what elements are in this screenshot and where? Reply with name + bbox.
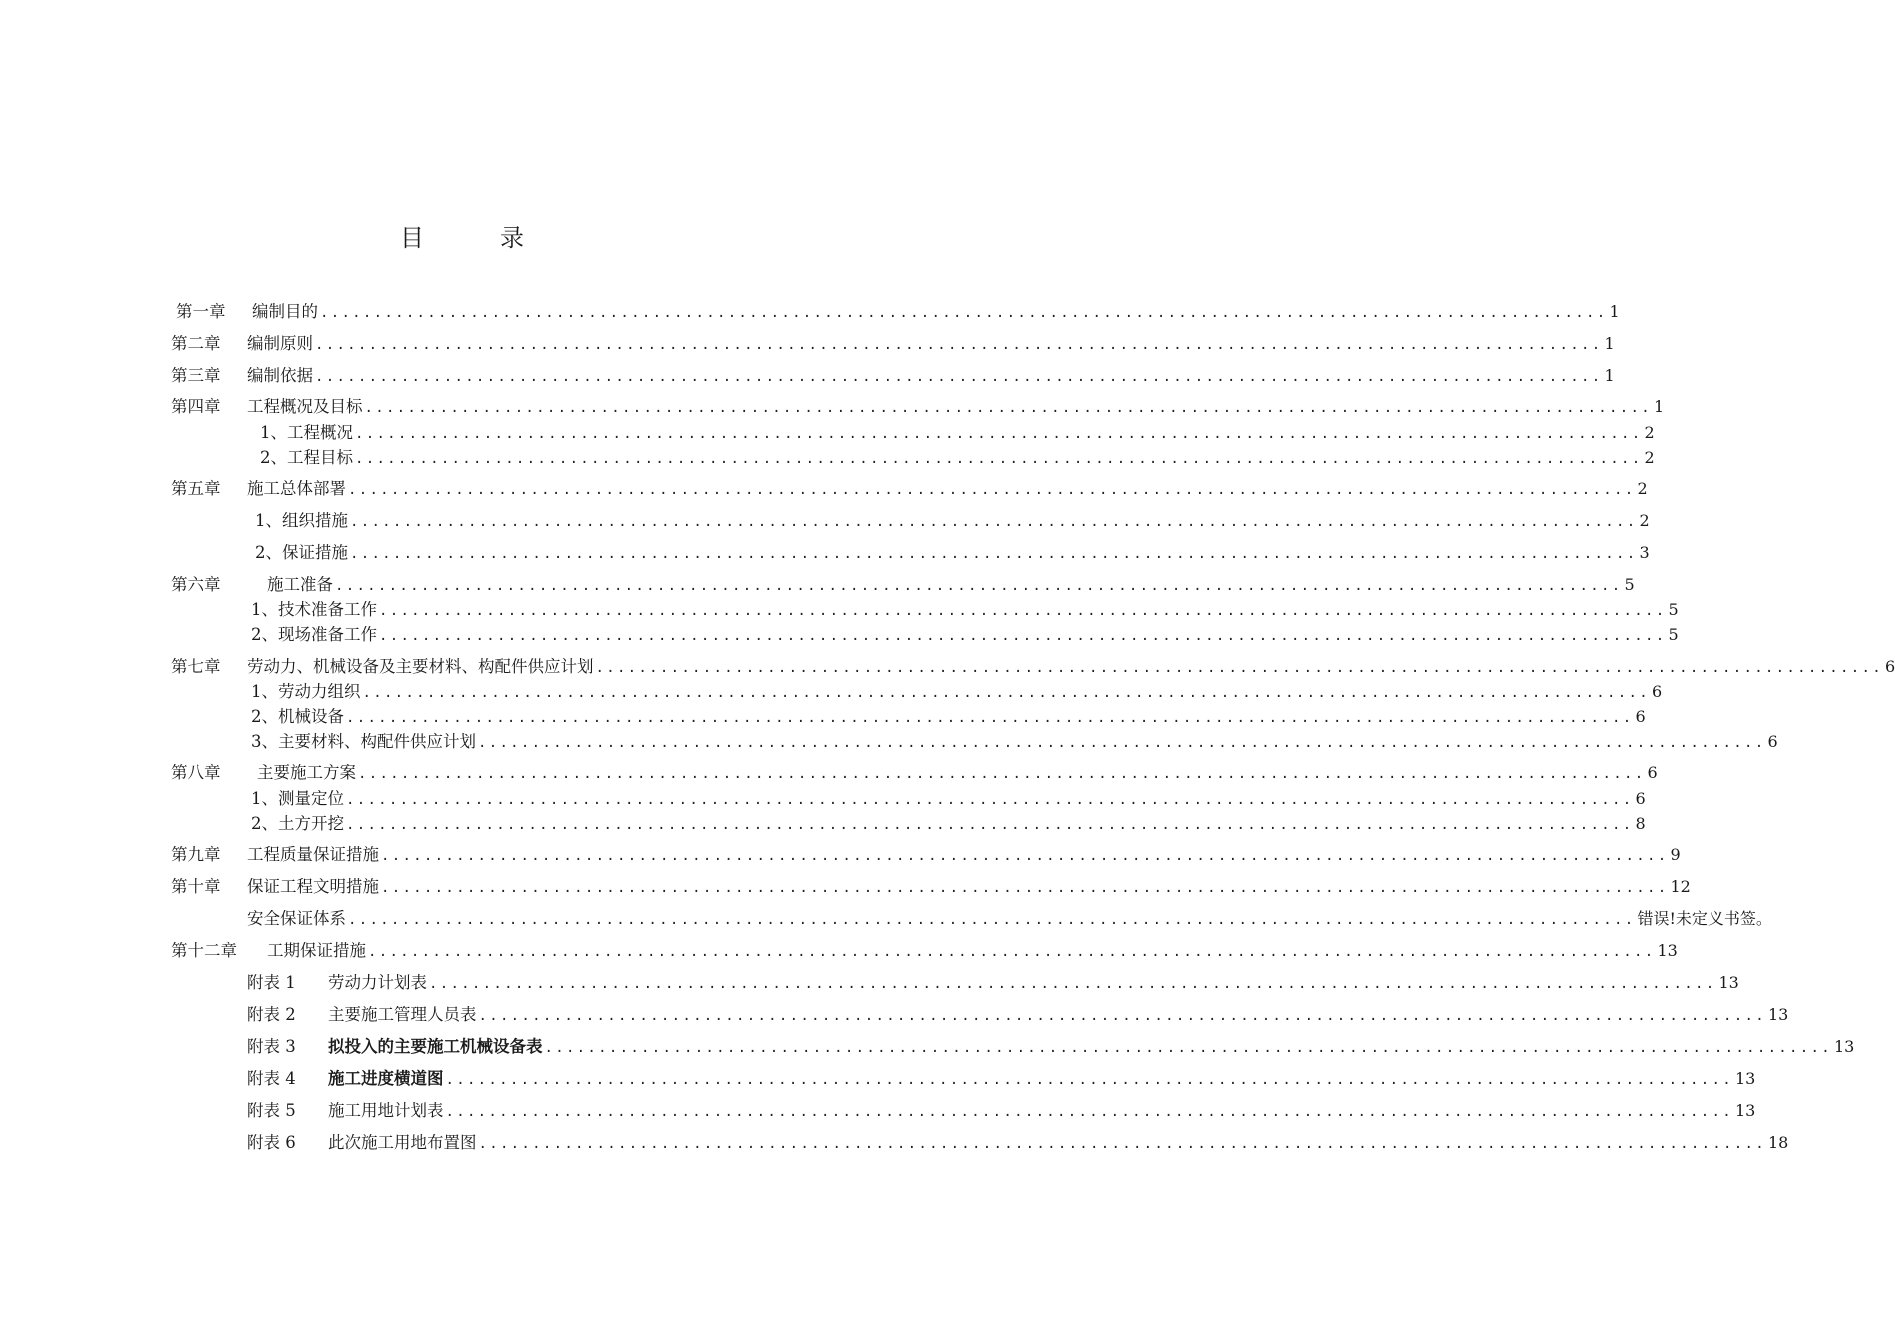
- toc-entry-title: 施工总体部署: [247, 479, 346, 498]
- toc-entry-title: 施工准备: [267, 575, 333, 594]
- toc-entry-title: 2、机械设备: [251, 707, 344, 726]
- toc-entry-title: 2、保证措施: [255, 543, 348, 562]
- toc-chapter-number: 附表 1: [247, 973, 296, 992]
- toc-entry[interactable]: [247, 972, 1739, 994]
- toc-entry-title: 工期保证措施: [267, 941, 366, 960]
- toc-leader-dots: ........................................................................................................................: [429, 976, 1717, 992]
- toc-entry-title: 拟投入的主要施工机械设备表: [328, 1037, 543, 1056]
- toc-page-number: 1: [1653, 397, 1665, 416]
- toc-entry[interactable]: [171, 706, 1646, 728]
- toc-leader-dots: ........................................................................................................................: [595, 660, 1883, 676]
- toc-leader-dots: ........................................................................................................................: [381, 880, 1669, 896]
- toc-page-number: 18: [1767, 1133, 1789, 1152]
- toc-entry-title: 2、工程目标: [260, 448, 353, 467]
- toc-leader-dots: ........................................................................................................................: [320, 305, 1608, 321]
- toc-chapter-number: 附表 5: [247, 1101, 296, 1120]
- toc-chapter-number: 第十二章: [171, 941, 237, 960]
- toc-leader-dots: ........................................................................................................................: [368, 944, 1656, 960]
- toc-entry[interactable]: [171, 574, 1635, 596]
- toc-entry-title: 施工进度横道图: [328, 1069, 444, 1088]
- toc-entry[interactable]: [171, 656, 1895, 678]
- toc-leader-dots: ........................................................................................................................: [381, 848, 1669, 864]
- toc-entry[interactable]: [171, 447, 1655, 469]
- toc-chapter-number: 第五章: [171, 479, 221, 498]
- toc-entry-title: 1、技术准备工作: [251, 600, 377, 619]
- toc-entry-title: 工程概况及目标: [247, 397, 363, 416]
- toc-entry[interactable]: [171, 788, 1646, 810]
- toc-chapter-number: 第四章: [171, 397, 221, 416]
- toc-page-number: 13: [1734, 1069, 1756, 1088]
- toc-page-number: 6: [1767, 732, 1778, 751]
- toc-leader-dots: ........................................................................................................................: [315, 369, 1603, 385]
- toc-entry[interactable]: [171, 333, 1615, 355]
- toc-entry[interactable]: [247, 1132, 1789, 1154]
- toc-page-number: 8: [1635, 814, 1646, 833]
- toc-entry-title: 1、劳动力组织: [251, 682, 361, 701]
- toc-page-number: 6: [1884, 657, 1895, 676]
- toc-entry-title: 编制原则: [247, 334, 313, 353]
- toc-entry[interactable]: [247, 1036, 1855, 1058]
- toc-chapter-number: 附表 4: [247, 1069, 296, 1088]
- toc-leader-dots: ........................................................................................................................: [358, 766, 1646, 782]
- toc-page-number: 6: [1651, 682, 1663, 701]
- toc-chapter-number: 第二章: [171, 334, 221, 353]
- toc-page-number: 1: [1604, 334, 1615, 353]
- toc-entry[interactable]: [171, 731, 1778, 753]
- toc-entry-title: 3、主要材料、构配件供应计划: [251, 732, 476, 751]
- toc-leader-dots: ........................................................................................................................: [544, 1040, 1832, 1056]
- toc-chapter-number: 第三章: [171, 366, 221, 385]
- toc-page-number: 13: [1657, 941, 1678, 960]
- toc-entry-title: 2、土方开挖: [251, 814, 344, 833]
- toc-page-number: 12: [1670, 877, 1691, 896]
- toc-leader-dots: ........................................................................................................................: [335, 578, 1623, 594]
- toc-entry[interactable]: [171, 422, 1655, 444]
- toc-entry[interactable]: [247, 1100, 1756, 1122]
- toc-leader-dots: ........................................................................................................................: [346, 817, 1634, 833]
- toc-leader-dots: ........................................................................................................................: [478, 735, 1766, 751]
- toc-page-number: 5: [1624, 575, 1635, 594]
- toc-page-number: 13: [1718, 973, 1739, 992]
- toc-leader-dots: ........................................................................................................................: [379, 603, 1667, 619]
- toc-leader-dots: ........................................................................................................................: [478, 1008, 1766, 1024]
- toc-entry-title: 劳动力、机械设备及主要材料、构配件供应计划: [247, 657, 594, 676]
- toc-page-number: 13: [1833, 1037, 1855, 1056]
- toc-page-number: 5: [1668, 600, 1679, 619]
- toc-entry[interactable]: [171, 599, 1679, 621]
- toc-page-number: 5: [1668, 625, 1679, 644]
- toc-leader-dots: ........................................................................................................................: [445, 1104, 1733, 1120]
- toc-chapter-number: 第九章: [171, 845, 221, 864]
- toc-entry[interactable]: [171, 762, 1658, 784]
- toc-page-number: 1: [1604, 366, 1615, 385]
- toc-entry-title: 编制目的: [252, 302, 318, 321]
- toc-entry-title: 安全保证体系: [247, 909, 346, 928]
- toc-entry[interactable]: [171, 813, 1646, 835]
- toc-page-number: 6: [1635, 789, 1646, 808]
- toc-chapter-number: 第一章: [176, 302, 226, 321]
- toc-page-number: 9: [1670, 845, 1681, 864]
- toc-leader-dots: ........................................................................................................................: [355, 451, 1643, 467]
- toc-page-number: 2: [1644, 423, 1655, 442]
- toc-entry[interactable]: [176, 301, 1620, 323]
- toc-entry[interactable]: [171, 940, 1678, 962]
- toc-page-number: 13: [1734, 1101, 1756, 1120]
- toc-entry-title: 1、工程概况: [260, 423, 353, 442]
- toc-entry-title: 劳动力计划表: [328, 973, 427, 992]
- toc-leader-dots: ........................................................................................................................: [315, 337, 1603, 353]
- toc-leader-dots: ........................................................................................................................: [445, 1072, 1733, 1088]
- toc-page-number: 2: [1644, 448, 1655, 467]
- toc-page-number: 2: [1639, 511, 1650, 530]
- toc-entry[interactable]: [247, 1004, 1789, 1026]
- toc-title: 目 录: [400, 224, 550, 252]
- toc-leader-dots: ........................................................................................................................: [346, 792, 1634, 808]
- toc-entry-title: 主要施工管理人员表: [328, 1005, 477, 1024]
- toc-page-number: 1: [1609, 302, 1620, 321]
- toc-entry[interactable]: [171, 844, 1681, 866]
- toc-chapter-number: 附表 3: [247, 1037, 296, 1056]
- toc-page-number: 错误!未定义书签。: [1637, 909, 1772, 928]
- toc-leader-dots: ........................................................................................................................: [350, 514, 1638, 530]
- toc-leader-dots: ........................................................................................................................: [379, 628, 1667, 644]
- toc-chapter-number: 第七章: [171, 657, 221, 676]
- toc-chapter-number: 附表 2: [247, 1005, 296, 1024]
- toc-entry-title: 主要施工方案: [257, 763, 356, 782]
- toc-entry[interactable]: [171, 624, 1679, 646]
- toc-page-number: 13: [1767, 1005, 1789, 1024]
- toc-entry[interactable]: [171, 681, 1663, 703]
- toc-chapter-number: 第六章: [171, 575, 221, 594]
- toc-entry[interactable]: [171, 396, 1665, 418]
- toc-entry-title: 施工用地计划表: [328, 1101, 444, 1120]
- toc-chapter-number: 附表 6: [247, 1133, 296, 1152]
- toc-leader-dots: ........................................................................................................................: [362, 685, 1650, 701]
- toc-entry-title: 编制依据: [247, 366, 313, 385]
- toc-page-number: 6: [1647, 763, 1658, 782]
- toc-page-number: 6: [1635, 707, 1646, 726]
- toc-entry[interactable]: [171, 510, 1650, 532]
- toc-page-number: 3: [1639, 543, 1650, 562]
- toc-entry-title: 2、现场准备工作: [251, 625, 377, 644]
- toc-leader-dots: ........................................................................................................................: [348, 912, 1636, 928]
- toc-leader-dots: ........................................................................................................................: [364, 400, 1652, 416]
- toc-entry[interactable]: [171, 365, 1615, 387]
- toc-leader-dots: ........................................................................................................................: [478, 1136, 1766, 1152]
- toc-entry-title: 保证工程文明措施: [247, 877, 379, 896]
- toc-entry[interactable]: [171, 478, 1648, 500]
- toc-page-number: 2: [1637, 479, 1648, 498]
- toc-leader-dots: ........................................................................................................................: [346, 710, 1634, 726]
- toc-chapter-number: 第十章: [171, 877, 221, 896]
- toc-entry-title: 工程质量保证措施: [247, 845, 379, 864]
- toc-entry-title: 此次施工用地布置图: [328, 1133, 477, 1152]
- toc-entry[interactable]: [171, 542, 1650, 564]
- toc-entry[interactable]: [247, 1068, 1756, 1090]
- toc-entry-title: 1、组织措施: [255, 511, 348, 530]
- toc-entry[interactable]: [171, 876, 1691, 898]
- toc-leader-dots: ........................................................................................................................: [355, 426, 1643, 442]
- toc-leader-dots: ........................................................................................................................: [350, 546, 1638, 562]
- toc-entry[interactable]: [171, 908, 1772, 930]
- toc-leader-dots: ........................................................................................................................: [348, 482, 1636, 498]
- toc-chapter-number: 第八章: [171, 763, 221, 782]
- toc-entry-title: 1、测量定位: [251, 789, 344, 808]
